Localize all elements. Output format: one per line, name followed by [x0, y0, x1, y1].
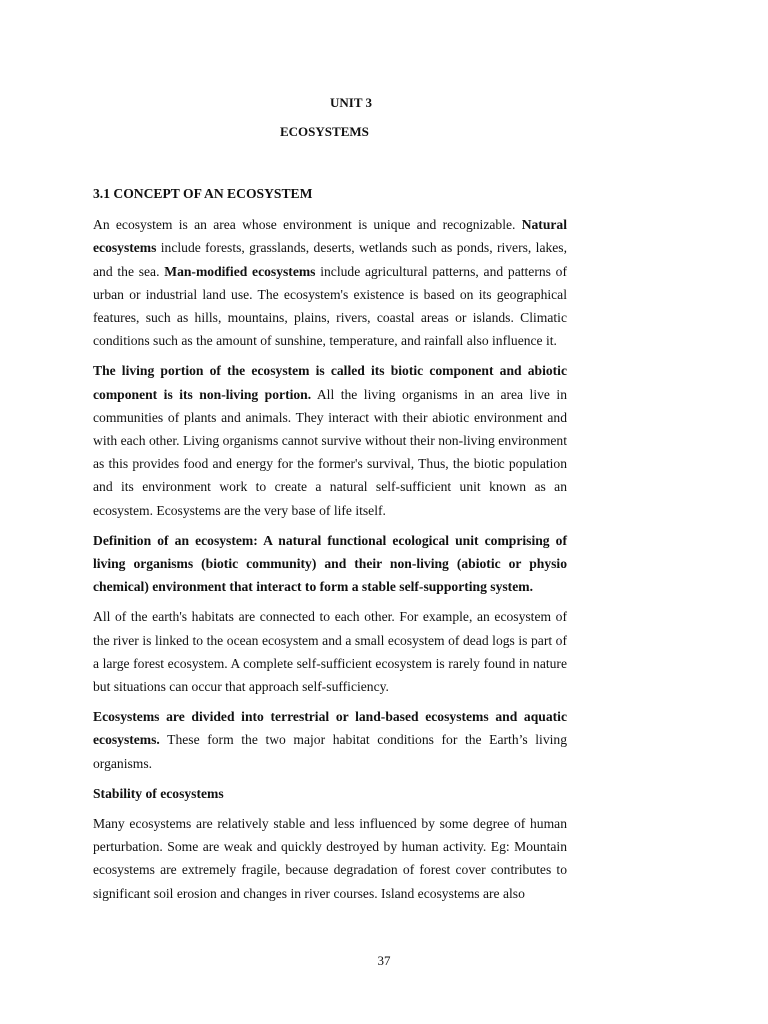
paragraph-text: All the living organisms in an area live in communities of plants and animals. They interact with their abiotic environment and with each other. Living organisms cannot survive without their non-living environment as this provides food and energy for the former's survival, Thus, the biotic population and its environment work to create a natural self-sufficient unit known as an ecosystem. Ecosystems are the very base of life itself. [93, 386, 567, 518]
paragraph-definition [93, 529, 567, 599]
section-heading: 3.1 CONCEPT OF AN ECOSYSTEM [93, 186, 313, 201]
paragraph-types [93, 705, 567, 775]
subheading-stability: Stability of ecosystems [93, 785, 224, 801]
unit-label: UNIT 3 [330, 95, 373, 110]
paragraph-habitats [93, 605, 567, 698]
bold-statement: The living portion of the ecosystem is called its biotic component and abiotic component is its non-living portion. [93, 363, 567, 402]
unit-title: ECOSYSTEMS [280, 124, 369, 139]
paragraph-text: An ecosystem is an area whose environment is unique and recognizable. [93, 217, 522, 233]
paragraph-text: Many ecosystems are relatively stable and less influenced by some degree of human perturbation. Some are weak and quickly destroyed by human activity. Eg: Mountain ecosystems are extremely fragile, because degradation of forest cover contributes to significant soil erosion and changes in river courses. Island ecosystems are also [93, 816, 567, 901]
bold-term: Natural ecosystems [93, 217, 567, 256]
bold-statement: Ecosystems are divided into terrestrial or land-based ecosystems and aquatic ecosystems. [93, 709, 567, 748]
paragraph-biotic [93, 359, 567, 521]
paragraph-text: include forests, grasslands, deserts, wetlands such as ponds, rivers, lakes, and the sea. [93, 240, 567, 279]
paragraph-text: These form the two major habitat conditions for the Earth’s living organisms. [93, 732, 567, 771]
body-text [93, 182, 567, 912]
bold-definition: Definition of an ecosystem: A natural functional ecological unit comprising of living organisms (biotic community) and their non-living (abiotic or physio chemical) environment that interact to form a stable self-supporting system. [93, 532, 567, 595]
paragraph-stability [93, 812, 567, 905]
bold-term: Man-modified ecosystems [164, 263, 316, 279]
paragraph-concept [93, 213, 567, 352]
paragraph-text: All of the earth's habitats are connected to each other. For example, an ecosystem of the river is linked to the ocean ecosystem and a small ecosystem of dead logs is part of a large forest ecosystem. A complete self-sufficient ecosystem is rarely found in nature but situations can occur that approach self-sufficiency. [93, 609, 567, 695]
page-number: 37 [377, 953, 391, 968]
paragraph-text: include agricultural patterns, and patterns of urban or industrial land use. The ecosystem's existence is based on its geographical features, such as hills, mountains, plains, rivers, coastal areas or islands. Climatic conditions such as the amount of sunshine, temperature, and rainfall also influence it. [93, 263, 568, 349]
